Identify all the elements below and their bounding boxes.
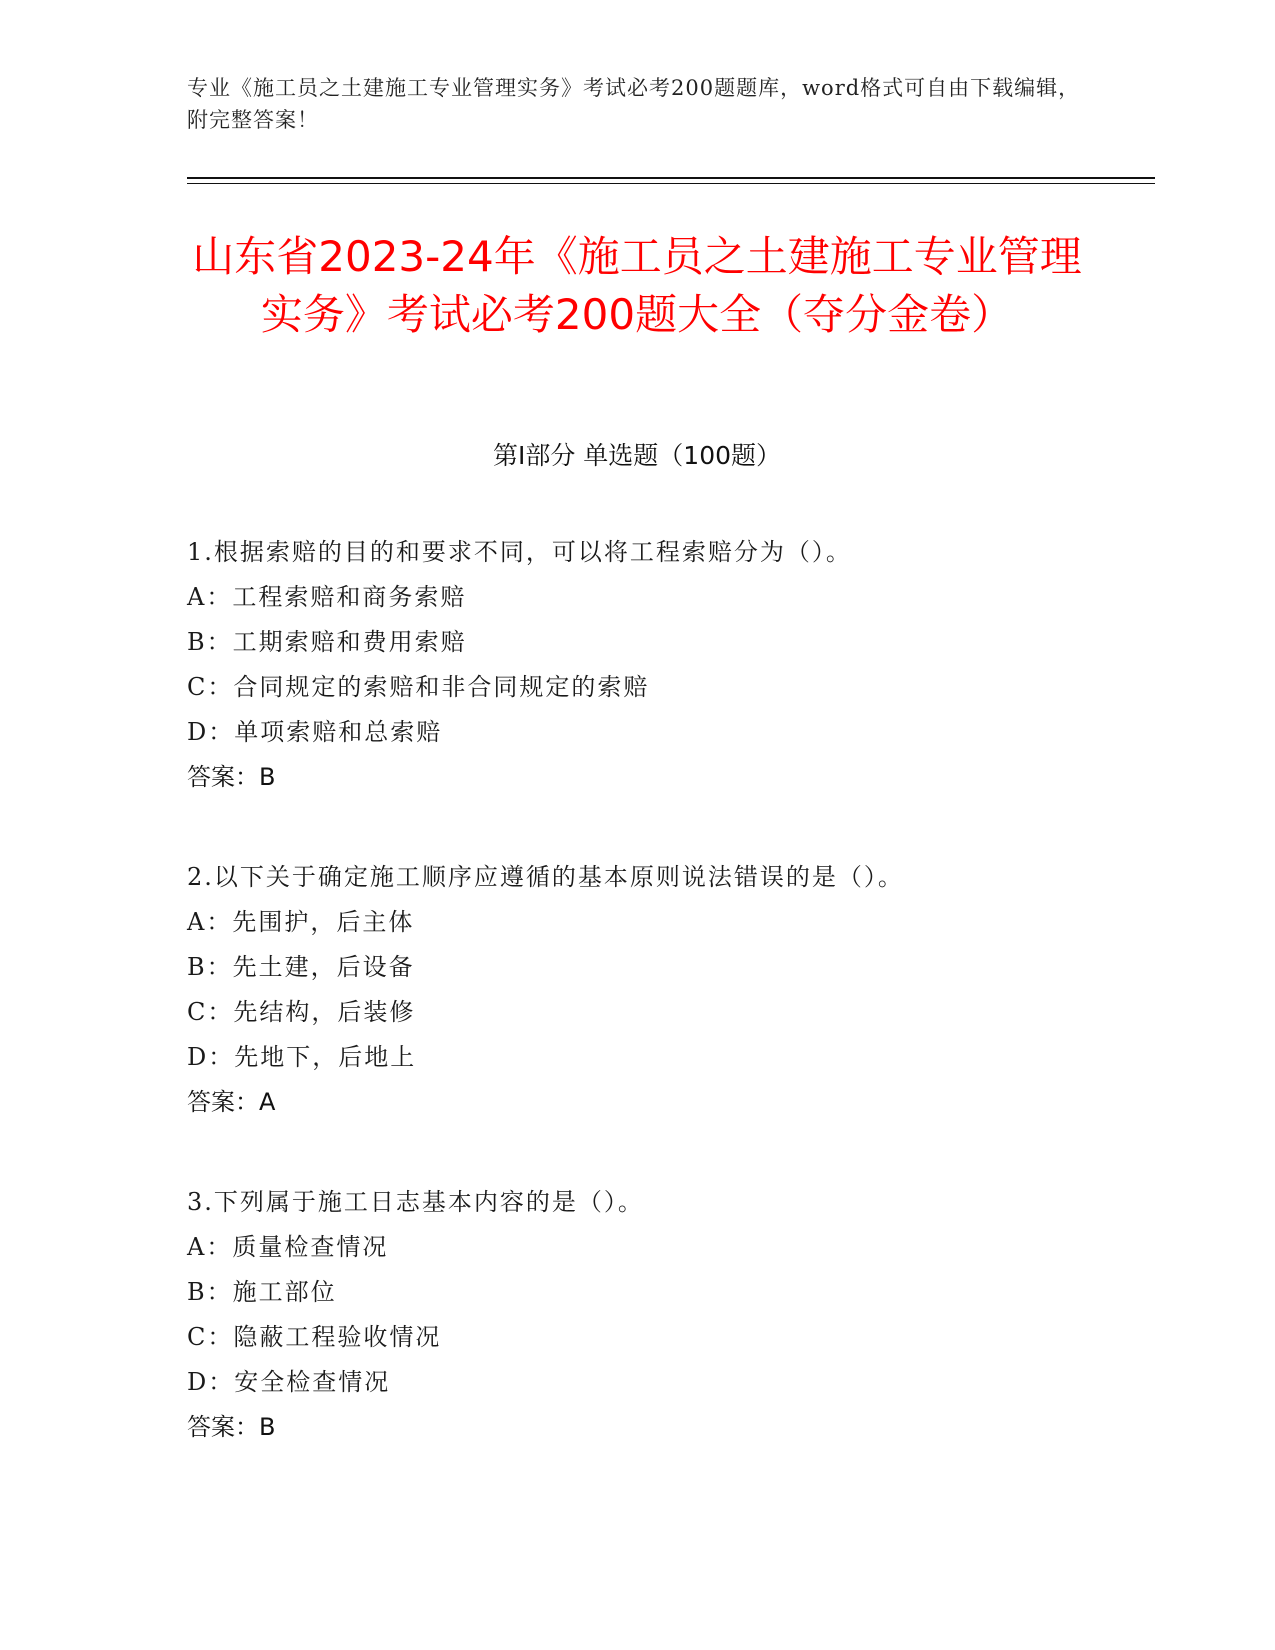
question-item xyxy=(187,1180,1155,1450)
question-item xyxy=(187,855,1155,1125)
option-c: C：隐蔽工程验收情况 xyxy=(187,1323,442,1351)
document-title: 山东省2023-24年《施工员之土建施工专业管理实务》考试必考200题大全（夺分金卷） xyxy=(192,232,1082,339)
question-stem: 2.以下关于确定施工顺序应遵循的基本原则说法错误的是（）。 xyxy=(187,863,904,891)
section-title: 第I部分 单选题（100题） xyxy=(492,441,782,470)
option-a: A：质量检查情况 xyxy=(187,1233,389,1261)
option-b: B：先土建，后设备 xyxy=(187,953,415,981)
option-b: B：施工部位 xyxy=(187,1278,337,1306)
option-d: D：安全检查情况 xyxy=(187,1368,391,1396)
header-note: 专业《施工员之土建施工专业管理实务》考试必考200题题库，word格式可自由下载编辑，附完整答案！ xyxy=(187,76,1081,132)
answer: 答案：B xyxy=(187,1413,276,1441)
header-divider-thin xyxy=(187,183,1155,184)
option-c: C：合同规定的索赔和非合同规定的索赔 xyxy=(187,673,650,701)
question-list xyxy=(187,530,1155,1505)
option-b: B：工期索赔和费用索赔 xyxy=(187,628,467,656)
option-a: A：工程索赔和商务索赔 xyxy=(187,583,467,611)
option-d: D：单项索赔和总索赔 xyxy=(187,718,443,746)
option-a: A：先围护，后主体 xyxy=(187,908,415,936)
question-stem: 3.下列属于施工日志基本内容的是（）。 xyxy=(187,1188,644,1216)
question-item xyxy=(187,530,1155,800)
header-divider-thick xyxy=(187,177,1155,179)
answer: 答案：B xyxy=(187,763,276,791)
question-stem: 1.根据索赔的目的和要求不同，可以将工程索赔分为（）。 xyxy=(187,538,852,566)
option-d: D：先地下，后地上 xyxy=(187,1043,417,1071)
answer: 答案：A xyxy=(187,1088,276,1116)
option-c: C：先结构，后装修 xyxy=(187,998,416,1026)
